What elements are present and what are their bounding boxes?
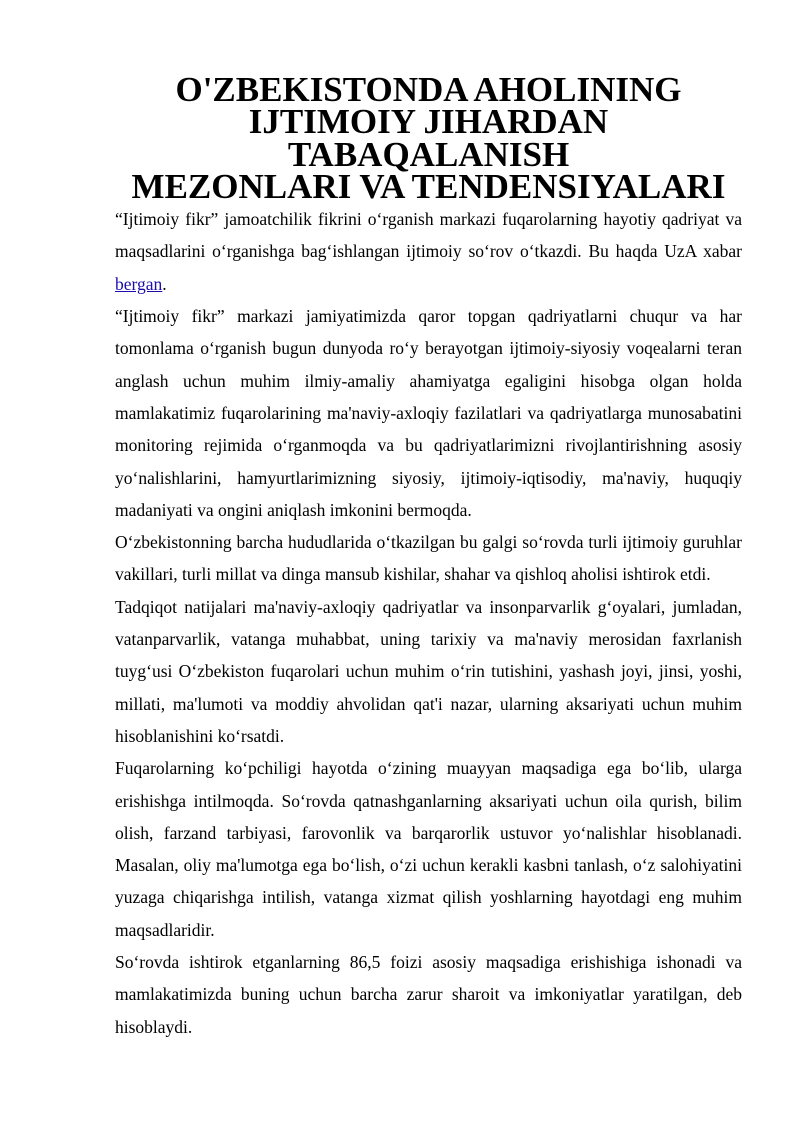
paragraph-intro-end: . [162,273,167,294]
paragraph-intro [115,203,742,300]
paragraph-citizen-goals: Fuqarolarning ko‘pchiligi hayotda o‘zining muayyan maqsadiga ega bo‘lib, ularga erishishga intilmoqda. So‘rovda qatnashganlarning aksariyati uchun oila qurish, bilim olish, farzand tarbiyasi, farovonlik va barqarorlik ustuvor yo‘nalishlar hisoblanadi. Masalan, oliy ma'lumotga ega bo‘lish, o‘zi uchun kerakli kasbni tanlash, o‘z salohiyatini yuzaga chiqarishga intilish, vatanga xizmat qilish yoshlarning hayotdagi eng muhim maqsadlaridir. [115,758,742,940]
title-line-2: MEZONLARI VA TENDENSIYALARI [131,166,726,206]
paragraph-monitoring: “Ijtimoiy fikr” markazi jamiyatimizda qaror topgan qadriyatlarni chuqur va har tomonlama o‘rganish bugun dunyoda ro‘y berayotgan ijtimoiy-siyosiy voqealarni teran anglash uchun muhim ilmiy-amaliy ahamiyatga egaligini hisobga olgan holda mamlakatimiz fuqarolarining ma'naviy-axloqiy fazilatlari va qadriyatlarga munosabatini monitoring rejimida o‘rganmoqda va bu qadriyatlarimizni rivojlantirishning asosiy yo‘nalishlarini, hamyurtlarimizning siyosiy, ijtimoiy-iqtisodiy, ma'naviy, huquqiy madaniyati va ongini aniqlash imkonini bermoqda. [115,306,742,520]
document-title [115,68,742,206]
title-line-1: O'ZBEKISTONDA AHOLINING IJTIMOIY JIHARDAN TABAQALANISH [175,70,682,174]
paragraph-confidence: So‘rovda ishtirok etganlarning 86,5 foizi asosiy maqsadiga erishishiga ishonadi va mamlakatimizda buning uchun barcha zarur sharoit va imkoniyatlar yaratilgan, deb hisoblaydi. [115,952,742,1037]
paragraph-research-results: Tadqiqot natijalari ma'naviy-axloqiy qadriyatlar va insonparvarlik g‘oyalari, jumladan, vatanparvarlik, vatanga muhabbat, uning tarixiy va ma'naviy merosidan faxrlanish tuyg‘usi O‘zbekiston fuqarolari uchun muhim o‘rin tutishini, yashash joyi, jinsi, yoshi, millati, ma'lumoti va moddiy ahvolidan qat'i nazar, ularning aksariyati uchun muhim hisoblanishini ko‘rsatdi. [115,596,742,746]
source-link[interactable]: bergan [115,273,163,294]
document-page [115,68,742,1043]
paragraph-survey-scope: O‘zbekistonning barcha hududlarida o‘tkazilgan bu galgi so‘rovda turli ijtimoiy guruhlar vakillari, turli millat va dinga mansub kishilar, shahar va qishloq aholisi ishtirok etdi. [115,532,742,585]
paragraph-intro-text: “Ijtimoiy fikr” jamoatchilik fikrini o‘rganish markazi fuqarolarning hayotiy qadriyat va maqsadlarini o‘rganishga bag‘ishlangan ijtimoiy so‘rov o‘tkazdi. Bu haqda UzA xabar [115,209,742,262]
